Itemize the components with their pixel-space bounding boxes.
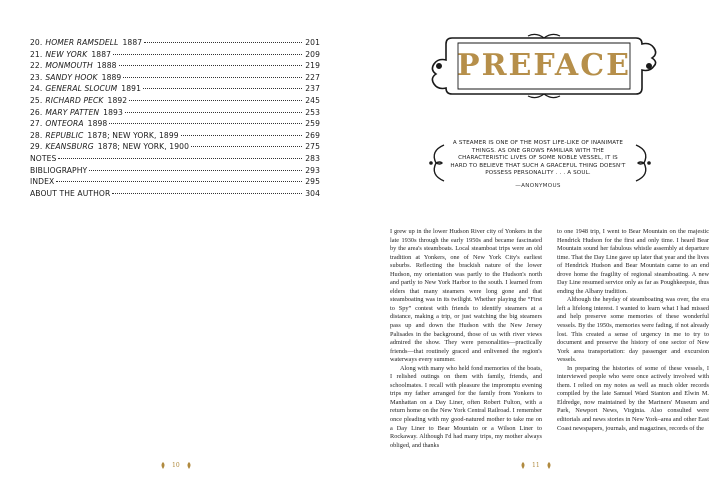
left-flourish-icon — [426, 143, 448, 183]
toc-entry-number: 24. — [30, 84, 43, 94]
toc-entry-year: 1878; NEW YORK, 1900 — [97, 142, 190, 152]
right-page-number — [520, 462, 552, 469]
paragraph: Along with many who held fond memories of the boats, I relished outings on them with family, friends, and schoolmates. I recall with pleasure the impromptu evening trips my father arranged for the family from Yonkers to Manhattan on a Day Liner, often Robert Fulton, with a return home on the New York Central Railroad. I remember once pleading with my good-natured mother to take me on a Day Liner to Bear Mountain or a Wilson Liner to Rockaway. Although I'd had many trips, my mother always obliged, and thanks — [390, 364, 542, 449]
toc-entry[interactable] — [30, 38, 320, 50]
toc-entry-number: 21. — [30, 49, 43, 59]
toc-entry-vessel: SANDY HOOK — [45, 72, 98, 82]
toc-entry[interactable] — [30, 96, 320, 108]
toc-entry-page: 209 — [305, 49, 320, 59]
toc-entry-page: 227 — [305, 72, 320, 82]
toc-entry-page: 275 — [305, 142, 320, 152]
dot-leader — [58, 158, 302, 159]
dot-leader — [112, 193, 302, 194]
toc-entry[interactable] — [30, 119, 320, 131]
dot-leader — [191, 146, 302, 147]
left-page-number — [160, 462, 192, 469]
fleuron-icon — [546, 462, 552, 469]
toc-entry-year: 1878; NEW YORK, 1899 — [87, 130, 179, 140]
toc-entry[interactable] — [30, 177, 320, 189]
toc-entry-title: INDEX — [30, 177, 55, 187]
toc-entry-title: NOTES — [30, 153, 57, 163]
toc-entry-page: 283 — [305, 153, 320, 163]
toc-entry-vessel: KEANSBURG — [45, 142, 94, 152]
toc-entry[interactable] — [30, 166, 320, 178]
dot-leader — [119, 65, 302, 66]
paragraph: In preparing the histories of some of these vessels, I interviewed people who were once actively involved with them. I relied on my notes as well as much older records compiled by the late Samuel Ward Stanton and Elwin M. Eldredge, now maintained by the Mariners' Museum and Park, Newport News, Virginia. Also consulted were editorials and news stories in New York–area and other East Coast newspapers, journals, and magazines, records of the — [557, 364, 709, 432]
preface-title: PREFACE — [457, 48, 631, 83]
preface-page — [360, 0, 720, 480]
toc-entry[interactable] — [30, 189, 320, 201]
dot-leader — [89, 170, 302, 171]
dot-leader — [113, 54, 302, 55]
toc-entry-vessel: GENERAL SLOCUM — [45, 84, 118, 94]
toc-entry-page: 245 — [305, 95, 320, 105]
toc-entry-year: 1892 — [107, 95, 128, 105]
toc-entry-page: 237 — [305, 84, 320, 94]
toc-entry-year: 1898 — [87, 119, 108, 129]
toc-entry-page: 269 — [305, 130, 320, 140]
toc-entry-number: 27. — [30, 119, 43, 129]
toc-entry[interactable] — [30, 131, 320, 143]
paragraph: I grew up in the lower Hudson River city of Yonkers in the late 1930s through the early 1950s and became fascinated by the area's steamboats. Local steamboat trips were an old tradition at Yonkers, one of New York City's earliest suburbs. Reflecting the brackish nature of the lower Hudson, my orientation was partly to the Hudson's north and partly to New York Harbor to the south. I learned from elders that many steamers were long gone and that steamboating was in its twilight. Whether playing the “First to Spy” contest with friends to identify steamers at a distance, making a trip, or just watching the big steamers pass up and down the Hudson with the New Jersey Palisades in the background, those of us with river views admired the show. They were personalities—practically friends—that routinely graced and enlivened the region's waterways every summer. — [390, 228, 542, 364]
page-number-text: 10 — [172, 462, 180, 469]
toc-entry-page: 201 — [305, 38, 320, 47]
toc-entry-year: 1891 — [121, 84, 142, 94]
toc-entry-year: 1887 — [122, 38, 143, 47]
toc-entry-number: 28. — [30, 130, 43, 140]
toc-entry-title: ABOUT THE AUTHOR — [30, 188, 111, 198]
toc-entry[interactable] — [30, 154, 320, 166]
toc-entry-title: BIBLIOGRAPHY — [30, 165, 88, 175]
dot-leader — [125, 112, 302, 113]
dot-leader — [129, 100, 302, 101]
body-column-left — [390, 228, 542, 450]
toc-entry-number: 26. — [30, 107, 43, 117]
toc-entry-vessel: RICHARD PECK — [45, 95, 104, 105]
fleuron-icon — [186, 462, 192, 469]
toc-entry-vessel: ONTEORA — [45, 119, 84, 129]
toc-entry[interactable] — [30, 108, 320, 120]
toc-entry-year: 1889 — [101, 72, 122, 82]
epigraph: A STEAMER IS ONE OF THE MOST LIFE-LIKE OF INANIMATE THINGS. AS ONE GROWS FAMILIAR WITH THE CHARACTERISTIC LIVES OF SOME NOBLE VESSEL, IT IS HARD TO BELIEVE THAT SUCH A GRACEFUL THING DOESN'T POSSESS PERSONALITY . . . A SOUL. — [450, 140, 626, 177]
fleuron-icon — [160, 462, 166, 469]
toc-entry-page: 253 — [305, 107, 320, 117]
toc-entry-vessel: MARY PATTEN — [45, 107, 100, 117]
toc-entry[interactable] — [30, 61, 320, 73]
dot-leader — [181, 135, 302, 136]
toc-entry-vessel: REPUBLIC — [45, 130, 84, 140]
dot-leader — [143, 88, 302, 89]
epigraph-attribution: —ANONYMOUS — [515, 183, 561, 189]
toc-entry-number: 25. — [30, 95, 43, 105]
toc-entry-vessel: MONMOUTH — [45, 61, 93, 71]
body-column-right — [557, 228, 709, 433]
paragraph: Although the heyday of steamboating was over, the era left a lifelong interest. I wanted to learn what I had missed and help preserve some memories of these wonderful vessels. By the 1950s, memories were fading, if not already lost. This created a sense of urgency in me to try to document and preserve the history of one sector of New York area transportation: day passenger and excursion vessels. — [557, 296, 709, 364]
paragraph: to one 1948 trip, I went to Bear Mountain on the majestic Hendrick Hudson for the first and only time. I heard Bear Mountain sound her fabulous whistle assembly at departure time. That the Day Line gave up later that year and the lives of Hendrick Hudson and Bear Mountain came to an end drove home the fragility of regional steamboating. A new Day Line resumed service only as far as Poughkeepsie, thus ending the Albany tradition. — [557, 228, 709, 295]
dot-leader — [123, 77, 302, 78]
toc-entry-year: 1893 — [103, 107, 123, 117]
toc-entry[interactable] — [30, 50, 320, 62]
toc-entry-page: 259 — [305, 119, 320, 129]
toc-entry-page: 295 — [305, 177, 320, 187]
page-number-text: 11 — [532, 462, 540, 469]
toc-entry-vessel: NEW YORK — [45, 49, 88, 59]
toc-entry-page: 293 — [305, 165, 320, 175]
toc-entry-page: 304 — [305, 188, 320, 198]
table-of-contents — [30, 38, 320, 200]
toc-entry[interactable] — [30, 142, 320, 154]
dot-leader — [109, 123, 302, 124]
toc-entry-number: 23. — [30, 72, 43, 82]
dot-leader — [56, 181, 302, 182]
toc-entry-number: 20. — [30, 38, 43, 47]
toc-entry-number: 29. — [30, 142, 43, 152]
toc-entry-year: 1888 — [96, 61, 117, 71]
right-flourish-icon — [632, 143, 654, 183]
toc-entry-vessel: HOMER RAMSDELL — [45, 38, 119, 47]
toc-entry[interactable] — [30, 84, 320, 96]
dot-leader — [144, 42, 302, 43]
fleuron-icon — [520, 462, 526, 469]
toc-entry-number: 22. — [30, 61, 43, 71]
toc-entry-page: 219 — [305, 61, 320, 71]
toc-entry[interactable] — [30, 73, 320, 85]
toc-entry-year: 1887 — [91, 49, 112, 59]
